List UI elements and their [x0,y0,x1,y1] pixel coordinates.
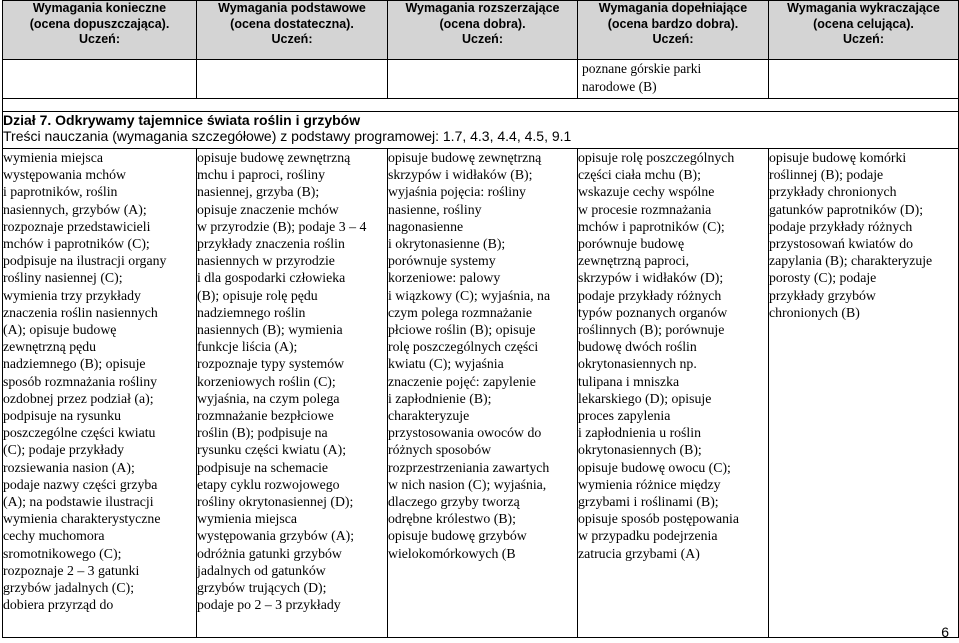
section-row [3,112,959,149]
requirement-line: opisuje budowę zewnętrzną [197,150,351,165]
requirement-line: przykłady grzybów [769,287,876,303]
requirement-line: (B); opisuje rolę pędu [197,287,318,303]
requirement-line: mchów i paprotników (C); [3,236,150,252]
requirement-line: porosty (C); podaje [769,270,877,286]
requirement-line: mchu i paproci, rośliny [197,167,325,183]
requirement-line: występowania grzybów (A); [197,528,355,544]
requirement-line: (A); na podstawie ilustracji [3,494,154,510]
requirement-line: podaje przykłady różnych [578,287,722,303]
requirement-line: i zapłodnienia u roślin [578,425,701,441]
requirement-line: podaje nazwy części grzyba [3,476,158,492]
requirement-line: wyjaśnia, na czym polega [197,390,340,406]
requirement-line: korzeniowe: palowy [388,270,501,286]
carryover-cell: poznane górskie parki narodowe (B) [578,60,769,99]
requirement-line: znaczenia roślin nasiennych [3,304,158,320]
requirement-line: rozpoznaje przedstawicieli [3,218,151,234]
requirement-line: wyjaśnia pojęcia: rośliny [388,184,526,200]
requirement-line: znaczenie pojęć: zapylenie [388,373,536,389]
requirement-line: ozdobnej przez podział (a); [3,390,154,406]
requirement-line: korzeniowych roślin (C); [197,373,336,389]
requirement-line: mchów i paprotników (C); [578,218,725,234]
requirement-line: dobiera przyrząd do [3,597,114,613]
requirement-line: jadalnych od gatunków [197,562,326,578]
requirement-line: w procesie rozmnażania [578,201,712,217]
requirement-line: opisuje budowę zewnętrzną [388,150,542,165]
requirement-line: porównuje budowę [578,236,685,252]
requirement-line: zatrucia grzybami (A) [578,545,700,561]
requirement-line: tulipana i mniszka [578,373,680,389]
requirement-line: nadziemnego roślin [197,304,306,320]
header-dopelniajace: Wymagania dopełniające (ocena bardzo dobra). Uczeń: [578,1,769,60]
requirement-line: opisuje sposób postępowania [578,511,739,527]
requirement-line: podaje po 2 – 3 przykłady [197,597,341,613]
requirement-line: cechy muchomora [3,528,105,544]
requirement-line: nasiennych (B); wymienia [197,322,343,338]
requirement-line: rozpoznaje 2 – 3 gatunki [3,562,140,578]
requirement-line: etapy cyklu rozwojowego [197,476,340,492]
requirement-line: rozsiewania nasion (A); [3,459,135,475]
requirement-line: rośliny nasiennej (C); [3,270,123,286]
requirement-line: wskazuje cechy wspólne [578,184,715,200]
section-subtitle: Treści nauczania (wymagania szczegółowe) z podstawy programowej: 1.7, 4.3, 4.4, 4.5, 9.1 [3,128,572,144]
requirement-line: skrzypów i widłaków (D); [578,270,724,286]
requirement-line: wymienia różnice między [578,476,721,492]
requirement-line: lekarskiego (D); opisuje [578,390,712,406]
requirement-line: wymienia trzy przykłady [3,287,141,303]
requirement-line: odróżnia gatunki grzybów [197,545,342,561]
requirement-line: części ciała mchu (B); [578,167,701,183]
content-wykraczajace [769,149,959,638]
requirement-line: dlaczego grzyby tworzą [388,494,520,510]
requirement-line: podaje przykłady różnych [769,218,913,234]
content-rozszerzajace [388,149,578,638]
requirement-line: zewnętrzną paproci, [578,253,690,269]
requirement-line: i wiązkowy (C); wyjaśnia, na [388,287,551,303]
requirement-line: i dla gospodarki człowieka [197,270,346,286]
requirement-line: w przypadku podejrzenia [578,528,718,544]
requirement-line: opisuje znaczenie mchów [197,201,339,217]
requirement-line: gatunków paprotników (D); [769,201,924,217]
requirement-line: wymienia charakterystyczne [3,511,161,527]
requirement-line: proces zapylenia [578,408,671,424]
requirement-line: nadziemnego (B); opisuje [3,356,146,372]
requirement-line: podpisuje na ilustracji organy [3,253,167,269]
content-dopelniajace [578,149,769,638]
requirement-line: opisuje budowę grzybów [388,528,527,544]
requirement-line: występowania mchów [3,167,126,183]
requirements-table [2,0,959,638]
requirement-line: kwiatu (C); wyjaśnia [388,356,504,372]
requirement-line: rysunku części kwiatu (A); [197,442,347,458]
requirement-line: (A); opisuje budowę [3,322,117,338]
requirement-line: sposób rozmnażania rośliny [3,373,158,389]
requirement-line: podpisuje na schemacie [197,459,329,475]
requirement-line: rozprzestrzeniania zawartych [388,459,550,475]
requirement-line: poszczególne części kwiatu [3,425,156,441]
requirement-line: rozmnażanie bezpłciowe [197,408,334,424]
requirement-line: skrzypów i widłaków (B); [388,167,533,183]
requirement-line: typów poznanych organów [578,304,728,320]
requirement-line: opisuje rolę poszczególnych [578,150,735,165]
requirement-line: roślinnych (B); porównuje [578,322,725,338]
requirement-line: porównuje systemy [388,253,496,269]
header-podstawowe: Wymagania podstawowe (ocena dostateczna). Uczeń: [197,1,388,60]
requirement-line: przystosowań kwiatów do [769,236,914,252]
requirement-line: różnych sposobów [388,442,492,458]
requirement-line: roślinnej (B); podaje [769,167,884,183]
requirement-line: wymienia miejsca [197,511,297,527]
requirement-line: funkcje liścia (A); [197,339,298,355]
header-row [3,1,959,60]
requirement-line: przykłady chronionych [769,184,897,200]
requirement-line: przykłady znaczenia roślin [197,236,345,252]
requirement-line: i zapłodnienie (B); [388,390,492,406]
requirement-line: budowę dwóch roślin [578,339,697,355]
requirement-line: nasiennych w przyrodzie [197,253,335,269]
requirement-line: okrytonasiennych (B); [578,442,702,458]
requirement-line: grzybów jadalnych (C); [3,580,135,596]
requirement-line: opisuje budowę komórki [769,150,907,165]
spacer-row [3,99,959,112]
requirement-line: (C); podaje przykłady [3,442,125,458]
carryover-row [3,60,959,99]
requirement-line: charakteryzuje [388,408,470,424]
requirement-line: w nich nasion (C); wyjaśnia, [388,476,547,492]
requirement-line: czym polega rozmnażanie [388,304,533,320]
requirement-line: opisuje budowę owocu (C); [578,459,731,475]
requirement-line: zewnętrzną pędu [3,339,97,355]
content-konieczne [3,149,197,638]
requirement-line: w przyrodzie (B); podaje 3 – 4 [197,218,367,234]
requirement-line: grzybów trujących (D); [197,580,327,596]
requirement-line: wielokomórkowych (B [388,545,516,561]
requirement-line: przystosowania owoców do [388,425,542,441]
requirement-line: płciowe roślin (B); opisuje [388,322,536,338]
requirement-line: rolę poszczególnych części [388,339,539,355]
requirement-line: nasiennych, grzybów (A); [3,201,147,217]
requirement-line: nasiennej, grzyba (B); [197,184,320,200]
requirement-line: chronionych (B) [769,304,860,320]
section-title: Dział 7. Odkrywamy tajemnice świata roślin i grzybów [3,112,361,128]
requirement-line: okrytonasiennych np. [578,356,697,372]
header-konieczne: Wymagania konieczne (ocena dopuszczająca). Uczeń: [3,1,197,60]
requirement-line: odrębne królestwo (B); [388,511,516,527]
header-wykraczajace: Wymagania wykraczające (ocena celująca). Uczeń: [769,1,959,60]
requirement-line: rozpoznaje typy systemów [197,356,345,372]
content-row [3,149,959,638]
header-rozszerzajace: Wymagania rozszerzające (ocena dobra). Uczeń: [388,1,578,60]
requirement-line: roślin (B); podpisuje na [197,425,328,441]
requirement-line: wymienia miejsca [3,150,103,165]
content-podstawowe [197,149,388,638]
requirement-line: i paprotników, roślin [3,184,118,200]
requirement-line: sromotnikowego (C); [3,545,122,561]
requirement-line: zapylania (B); charakteryzuje [769,253,933,269]
requirement-line: nagonasienne [388,218,464,234]
page-number: 6 [941,624,949,640]
requirement-line: nasienne, rośliny [388,201,482,217]
requirement-line: rośliny okrytonasiennej (D); [197,494,354,510]
requirement-line: podpisuje na rysunku [3,408,122,424]
requirement-line: i okrytonasienne (B); [388,236,506,252]
requirement-line: grzybami i roślinami (B); [578,494,719,510]
